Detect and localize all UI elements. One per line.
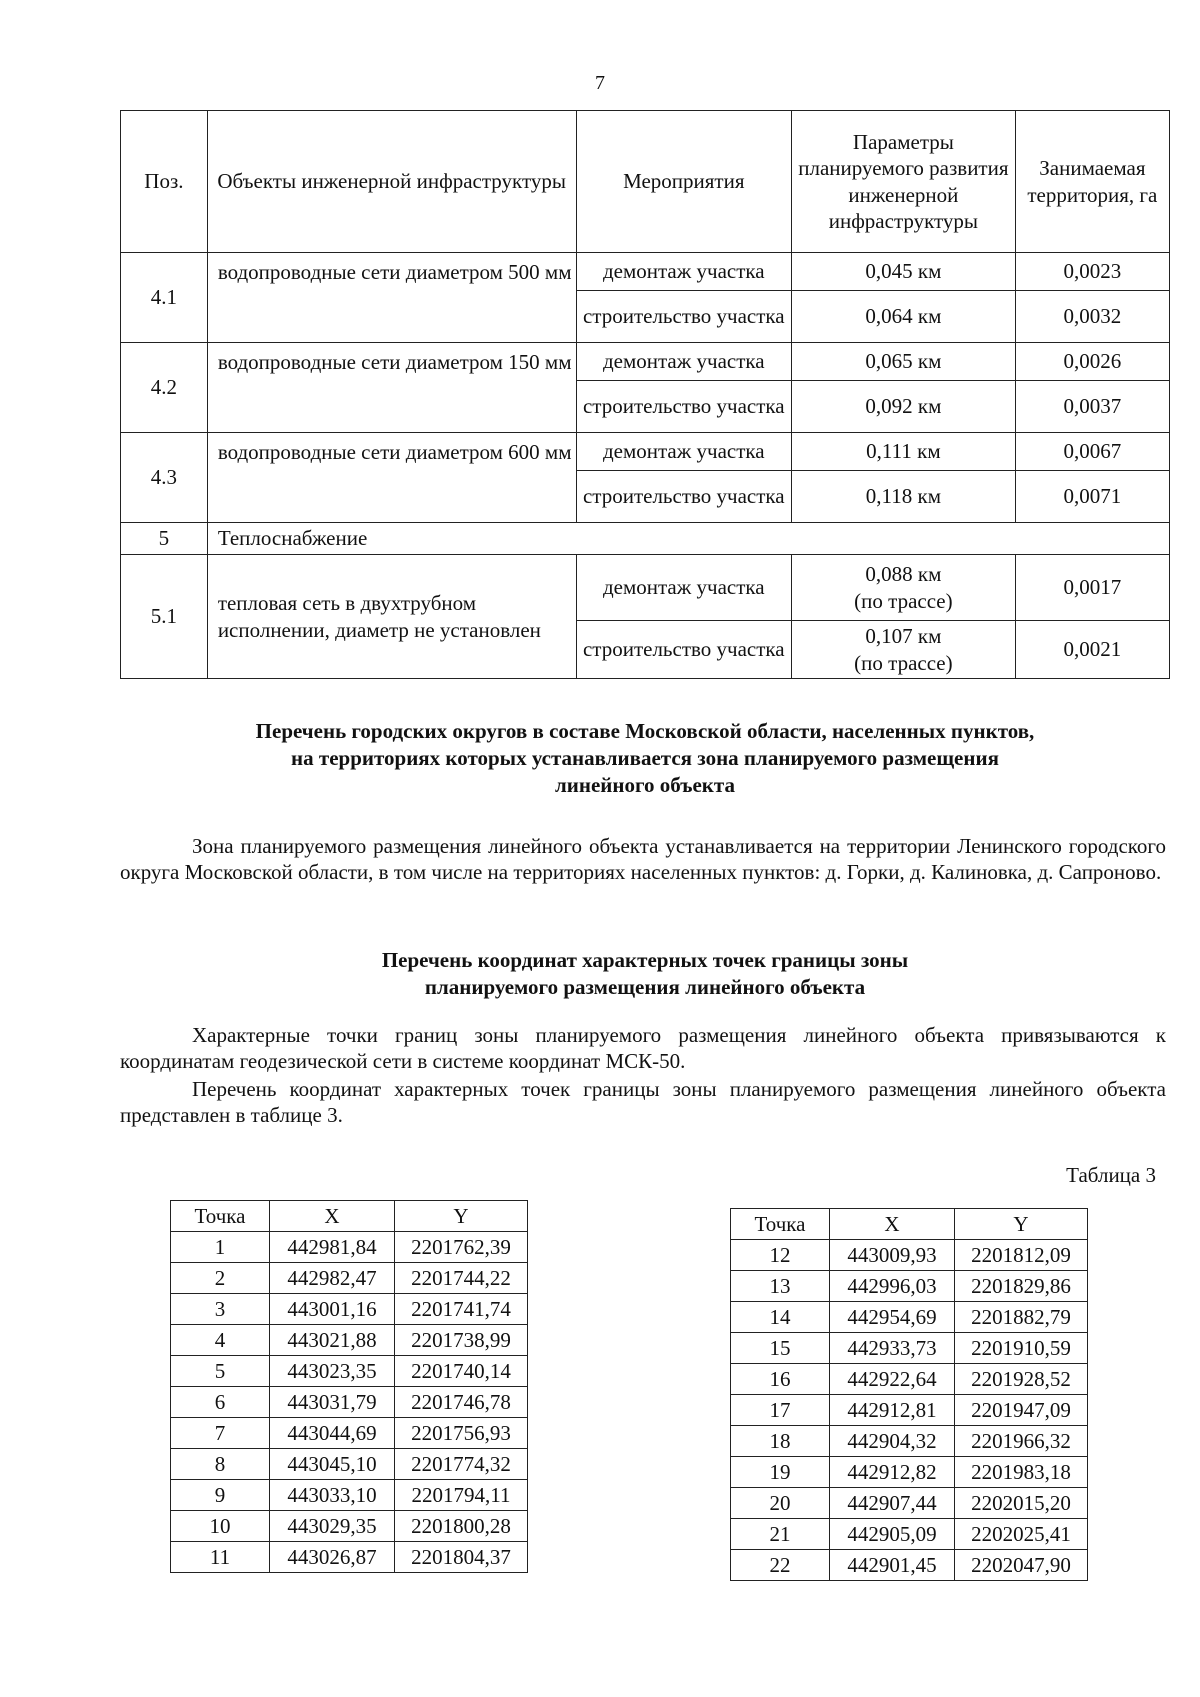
y-cell: 2201774,32: [395, 1449, 528, 1480]
table-row: [731, 1240, 1088, 1271]
y-cell: 2201756,93: [395, 1418, 528, 1449]
point-cell: 2: [171, 1263, 270, 1294]
point-cell: 3: [171, 1294, 270, 1325]
y-cell: 2202025,41: [955, 1519, 1088, 1550]
table-row: [731, 1364, 1088, 1395]
table-row: [171, 1418, 528, 1449]
x-cell: 442912,81: [830, 1395, 955, 1426]
point-cell: 19: [731, 1457, 830, 1488]
coords-header-row: [171, 1201, 528, 1232]
point-cell: 18: [731, 1426, 830, 1457]
page-number: 7: [595, 72, 605, 94]
x-cell: 442981,84: [270, 1232, 395, 1263]
point-cell: 10: [171, 1511, 270, 1542]
y-cell: 2201882,79: [955, 1302, 1088, 1333]
point-cell: 15: [731, 1333, 830, 1364]
header-point: Точка: [731, 1209, 830, 1240]
y-cell: 2201910,59: [955, 1333, 1088, 1364]
table-row: [121, 555, 1170, 621]
table-row: [171, 1232, 528, 1263]
y-cell: 2201966,32: [955, 1426, 1088, 1457]
table-row: [731, 1333, 1088, 1364]
header-point: Точка: [171, 1201, 270, 1232]
x-cell: 443001,16: [270, 1294, 395, 1325]
x-cell: 442996,03: [830, 1271, 955, 1302]
table-row: [731, 1550, 1088, 1581]
row-param: 0,092 км: [792, 381, 1016, 433]
row-object: водопроводные сети диаметром 600 мм: [207, 433, 576, 523]
table-row: [121, 343, 1170, 381]
table-row: [731, 1271, 1088, 1302]
table-row: [171, 1449, 528, 1480]
section-title: Теплоснабжение: [207, 523, 1169, 555]
section-heading-districts: Перечень городских округов в составе Московской области, населенных пунктов, на территориях которых устанавливается зона планируемого размещения линейного объекта: [255, 719, 1035, 797]
y-cell: 2201829,86: [955, 1271, 1088, 1302]
x-cell: 442904,32: [830, 1426, 955, 1457]
point-cell: 21: [731, 1519, 830, 1550]
row-param: 0,111 км: [792, 433, 1016, 471]
header-x: X: [830, 1209, 955, 1240]
point-cell: 22: [731, 1550, 830, 1581]
y-cell: 2201983,18: [955, 1457, 1088, 1488]
table-row: [731, 1395, 1088, 1426]
row-area: 0,0067: [1015, 433, 1169, 471]
y-cell: 2201812,09: [955, 1240, 1088, 1271]
y-cell: 2201740,14: [395, 1356, 528, 1387]
table-header-row: [121, 111, 1170, 253]
x-cell: 442912,82: [830, 1457, 955, 1488]
x-cell: 442954,69: [830, 1302, 955, 1333]
y-cell: 2201741,74: [395, 1294, 528, 1325]
row-measure: демонтаж участка: [576, 343, 792, 381]
header-area: Занимаемая территория, га: [1015, 111, 1169, 253]
x-cell: 442922,64: [830, 1364, 955, 1395]
x-cell: 443029,35: [270, 1511, 395, 1542]
row-measure: строительство участка: [576, 291, 792, 343]
x-cell: 443045,10: [270, 1449, 395, 1480]
header-measures: Мероприятия: [576, 111, 792, 253]
header-params: Параметры планируемого развития инженерной инфраструктуры: [792, 111, 1016, 253]
y-cell: 2202015,20: [955, 1488, 1088, 1519]
y-cell: 2201794,11: [395, 1480, 528, 1511]
x-cell: 442905,09: [830, 1519, 955, 1550]
x-cell: 443026,87: [270, 1542, 395, 1573]
row-measure: строительство участка: [576, 621, 792, 679]
row-param: [792, 621, 1016, 679]
point-cell: 6: [171, 1387, 270, 1418]
section-row: [121, 523, 1170, 555]
header-y: Y: [395, 1201, 528, 1232]
table-row: [171, 1511, 528, 1542]
table-row: [171, 1387, 528, 1418]
x-cell: 443044,69: [270, 1418, 395, 1449]
coordinates-table-left: [170, 1200, 528, 1573]
section-heading-coordinates: Перечень координат характерных точек границы зоны планируемого размещения линейного объекта: [381, 948, 909, 999]
row-measure: демонтаж участка: [576, 555, 792, 621]
point-cell: 4: [171, 1325, 270, 1356]
row-param: 0,118 км: [792, 471, 1016, 523]
point-cell: 11: [171, 1542, 270, 1573]
row-area: 0,0037: [1015, 381, 1169, 433]
row-area: 0,0023: [1015, 253, 1169, 291]
row-param-note: (по трассе): [854, 650, 953, 675]
table-row: [171, 1263, 528, 1294]
y-cell: 2201800,28: [395, 1511, 528, 1542]
header-y: Y: [955, 1209, 1088, 1240]
table-row: [171, 1542, 528, 1573]
row-measure: строительство участка: [576, 381, 792, 433]
row-object: водопроводные сети диаметром 150 мм: [207, 343, 576, 433]
y-cell: 2201947,09: [955, 1395, 1088, 1426]
x-cell: 442982,47: [270, 1263, 395, 1294]
row-area: 0,0021: [1015, 621, 1169, 679]
x-cell: 443009,93: [830, 1240, 955, 1271]
x-cell: 443023,35: [270, 1356, 395, 1387]
x-cell: 442901,45: [830, 1550, 955, 1581]
coordinates-table-right: [730, 1208, 1088, 1581]
table-row: [171, 1294, 528, 1325]
paragraph-points: Характерные точки границ зоны планируемого размещения линейного объекта привязываются к координатам геодезической сети в системе координат МСК-50.: [120, 1023, 1166, 1074]
point-cell: 5: [171, 1356, 270, 1387]
point-cell: 17: [731, 1395, 830, 1426]
paragraph-zone: Зона планируемого размещения линейного объекта устанавливается на территории Ленинского городского округа Московской области, в том числе на территориях населенных пунктов: д. Горки, д. Калиновка, д. Сапроново.: [120, 834, 1166, 885]
point-cell: 7: [171, 1418, 270, 1449]
row-object: тепловая сеть в двухтрубном исполнении, диаметр не установлен: [207, 555, 576, 679]
table-row: [121, 433, 1170, 471]
paragraph-table-ref: Перечень координат характерных точек границы зоны планируемого размещения линейного объекта представлен в таблице 3.: [120, 1077, 1166, 1128]
row-measure: строительство участка: [576, 471, 792, 523]
y-cell: 2201738,99: [395, 1325, 528, 1356]
row-pos: 5.1: [121, 555, 208, 679]
row-param-value: 0,088 км: [865, 562, 942, 587]
row-param: 0,065 км: [792, 343, 1016, 381]
coords-header-row: [731, 1209, 1088, 1240]
x-cell: 442933,73: [830, 1333, 955, 1364]
y-cell: 2201744,22: [395, 1263, 528, 1294]
x-cell: 443031,79: [270, 1387, 395, 1418]
y-cell: 2201762,39: [395, 1232, 528, 1263]
table-caption: Таблица 3: [1066, 1163, 1156, 1187]
point-cell: 13: [731, 1271, 830, 1302]
row-param: 0,045 км: [792, 253, 1016, 291]
row-area: 0,0071: [1015, 471, 1169, 523]
row-param: [792, 555, 1016, 621]
y-cell: 2201746,78: [395, 1387, 528, 1418]
y-cell: 2202047,90: [955, 1550, 1088, 1581]
point-cell: 8: [171, 1449, 270, 1480]
table-row: [171, 1480, 528, 1511]
header-pos: Поз.: [121, 111, 208, 253]
x-cell: 443033,10: [270, 1480, 395, 1511]
y-cell: 2201804,37: [395, 1542, 528, 1573]
point-cell: 12: [731, 1240, 830, 1271]
row-area: 0,0026: [1015, 343, 1169, 381]
point-cell: 20: [731, 1488, 830, 1519]
table-row: [171, 1325, 528, 1356]
y-cell: 2201928,52: [955, 1364, 1088, 1395]
point-cell: 1: [171, 1232, 270, 1263]
x-cell: 443021,88: [270, 1325, 395, 1356]
point-cell: 14: [731, 1302, 830, 1333]
infrastructure-table: [120, 110, 1170, 679]
table-row: [731, 1488, 1088, 1519]
header-objects: Объекты инженерной инфраструктуры: [207, 111, 576, 253]
row-pos: 4.1: [121, 253, 208, 343]
row-pos: 4.3: [121, 433, 208, 523]
table-row: [731, 1457, 1088, 1488]
table-row: [731, 1519, 1088, 1550]
row-object: водопроводные сети диаметром 500 мм: [207, 253, 576, 343]
row-param-note: (по трассе): [854, 588, 953, 613]
x-cell: 442907,44: [830, 1488, 955, 1519]
row-pos: 5: [121, 523, 208, 555]
point-cell: 9: [171, 1480, 270, 1511]
row-area: 0,0032: [1015, 291, 1169, 343]
row-param: 0,064 км: [792, 291, 1016, 343]
row-measure: демонтаж участка: [576, 253, 792, 291]
row-area: 0,0017: [1015, 555, 1169, 621]
row-measure: демонтаж участка: [576, 433, 792, 471]
table-row: [731, 1426, 1088, 1457]
point-cell: 16: [731, 1364, 830, 1395]
table-row: [121, 253, 1170, 291]
table-row: [171, 1356, 528, 1387]
row-param-value: 0,107 км: [865, 624, 942, 649]
row-pos: 4.2: [121, 343, 208, 433]
table-row: [731, 1302, 1088, 1333]
header-x: X: [270, 1201, 395, 1232]
